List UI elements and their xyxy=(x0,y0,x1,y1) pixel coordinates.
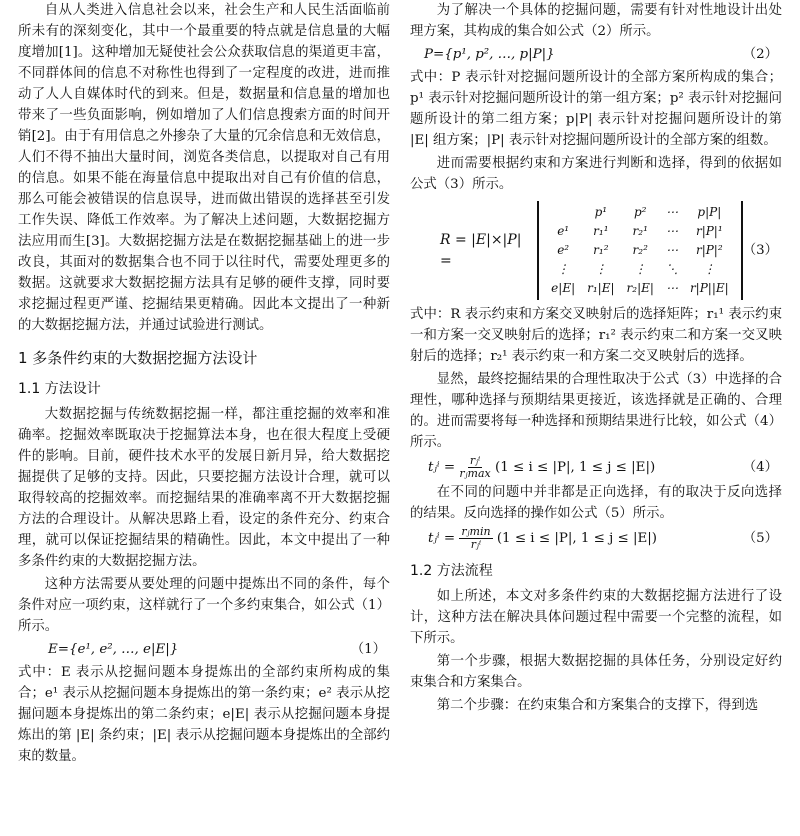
formula-4-number: （4） xyxy=(742,460,778,475)
formula-3 xyxy=(410,201,782,300)
formula-4-expression xyxy=(410,455,655,480)
matrix-cell: ⋯ xyxy=(665,224,678,238)
matrix-cell: p¹ xyxy=(594,205,608,219)
matrix-cell: r|P|² xyxy=(695,243,723,257)
formula-3-number: （3） xyxy=(742,243,778,258)
matrix-cell: r|P|¹ xyxy=(695,224,723,238)
matrix-cell: r₁¹ xyxy=(593,224,609,238)
paragraph: 式中：P 表示针对挖掘问题所设计的全部方案所构成的集合；p¹ 表示针对挖掘问题所设计的第一组方案；p² 表示针对挖掘问题所设计的第二组方案；p|P| 表示针对挖掘问题所设计的第 |E| 组方案；|P| 表示针对挖掘问题所设计的全部方案的组数。 xyxy=(410,70,782,148)
formula-5 xyxy=(410,526,782,551)
formula-5-expression xyxy=(410,526,657,551)
formula-4-lhs: tⱼⁱ = xyxy=(428,460,456,475)
matrix-cell: r₂¹ xyxy=(632,224,648,238)
matrix-cell: ⋮ xyxy=(594,262,607,276)
paragraph: 式中：R 表示约束和方案交叉映射后的选择矩阵；r₁¹ 表示约束一和方案一交叉映射后的选择；r₁² 表示约束二和方案一交叉映射后的选择；r₂¹ 表示约束一和方案二交叉映射后的选择。 xyxy=(410,307,782,364)
subsection-title-1-2: 1.2 方法流程 xyxy=(410,563,493,579)
matrix-cell: p|P| xyxy=(697,205,722,219)
matrix-cell: ⋮ xyxy=(703,262,716,276)
formula-1 xyxy=(18,639,390,660)
formula-2-expression: P={p¹, p², …, p|P|} xyxy=(424,47,555,62)
matrix-cell: ⋱ xyxy=(665,262,678,276)
matrix-cell: e|E| xyxy=(551,281,576,295)
matrix-row xyxy=(545,203,735,222)
matrix-table xyxy=(545,203,735,298)
matrix-cell: ⋯ xyxy=(665,281,678,295)
paragraph: 在不同的问题中并非都是正向选择，有的取决于反向选择的结果。反向选择的操作如公式（5）所示。 xyxy=(410,485,782,521)
right-column xyxy=(410,0,782,718)
formula-4-denominator: rⱼmax xyxy=(459,467,491,480)
formula-4-fraction xyxy=(459,455,490,480)
matrix-row xyxy=(545,279,735,298)
matrix-cell xyxy=(545,203,581,222)
paragraph: 大数据挖掘与传统数据挖掘一样，都注重挖掘的效率和准确率。挖掘效率既取决于挖掘算法本身，也在很大程度上受硬件的影响。目前，硬件技术水平的发展日新月异，给大数据挖掘提供了足够的支持。因此，只要挖掘方法设计合理，就可以取得较高的挖掘效率。而挖掘结果的准确率离不开大数据挖掘方法的合理设计。从解决思路上看，设定的条件充分、约束合理，就可以保证挖掘结果的精确性。因此，本文中提出了一种多条件约束的大数据挖掘方法。 xyxy=(18,407,390,569)
matrix-cell: r|P||E| xyxy=(689,281,729,295)
matrix-cell: e¹ xyxy=(557,224,570,238)
paragraph: 第二个步骤：在约束集合和方案集合的支撑下，得到选 xyxy=(436,698,759,713)
matrix-cell: r₁² xyxy=(593,243,609,257)
formula-5-fraction xyxy=(459,526,492,551)
formula-2 xyxy=(410,44,782,65)
matrix-cell: ⋯ xyxy=(665,205,678,219)
selection-matrix xyxy=(537,201,743,300)
formula-1-number: （1） xyxy=(350,642,386,657)
formula-1-expression: E={e¹, e², …, e|E|} xyxy=(48,642,179,657)
matrix-cell: r₂² xyxy=(632,243,648,257)
formula-4-numerator: rⱼⁱ xyxy=(469,454,481,467)
subsection-title-1-1: 1.1 方法设计 xyxy=(18,381,101,397)
formula-5-denominator: rⱼⁱ xyxy=(470,538,482,551)
formula-4 xyxy=(410,455,782,480)
matrix-cell: r₂|E| xyxy=(626,281,654,295)
left-column xyxy=(18,0,390,769)
formula-4-condition: (1 ≤ i ≤ |P|, 1 ≤ j ≤ |E|) xyxy=(494,460,656,475)
paragraph: 为了解决一个具体的挖掘问题，需要有针对性地设计出处理方案，其构成的集合如公式（2）所示。 xyxy=(410,3,782,39)
matrix-row xyxy=(545,241,735,260)
matrix-cell: p² xyxy=(633,205,647,219)
formula-2-number: （2） xyxy=(742,47,778,62)
matrix-cell: e² xyxy=(557,243,570,257)
matrix-cell: ⋮ xyxy=(634,262,647,276)
matrix-cell: r₁|E| xyxy=(587,281,615,295)
paragraph: 这种方法需要从要处理的问题中提炼出不同的条件，每个条件对应一项约束，这样就行了一个多约束集合，如公式（1）所示。 xyxy=(18,577,390,634)
formula-5-number: （5） xyxy=(742,531,778,546)
paragraph: 如上所述，本文对多条件约束的大数据挖掘方法进行了设计，这种方法在解决具体问题过程中需要一个完整的流程，如下所示。 xyxy=(410,589,782,646)
paragraph: 式中：E 表示从挖掘问题本身提炼出的全部约束所构成的集合；e¹ 表示从挖掘问题本身提炼出的第一条约束；e² 表示从挖掘问题本身提炼出的第二条约束；e|E| 表示从挖掘问题本身提炼出的第 |E| 条约束；|E| 表示从挖掘问题本身提炼出的全部约束的数量。 xyxy=(18,665,390,764)
paragraph: 显然，最终挖掘结果的合理性取决于公式（3）中选择的合理性，哪种选择与预期结果更接近，该选择就是正确的、合理的。进而需要将每一种选择和预期结果进行比较，如公式（4）所示。 xyxy=(410,372,782,450)
paragraph: 第一个步骤，根据大数据挖掘的具体任务，分别设定好约束集合和方案集合。 xyxy=(410,654,782,690)
formula-5-numerator: rⱼmin xyxy=(461,525,491,538)
paragraph: 进而需要根据约束和方案进行判断和选择，得到的依据如公式（3）所示。 xyxy=(410,156,782,192)
intro-paragraph: 自从人类进入信息社会以来，社会生产和人民生活面临前所未有的深刻变化，其中一个最重要的特点就是信息量的大幅度增加[1]。这种增加无疑使社会公众获取信息的渠道更丰富，不同群体间的信息不对称性也得到了一定程度的改进，进而推动了人人自媒体时代的到来。但是，数据量和信息量的增加也带来了一些负面影响，例如增加了人们信息搜索方面的时间开销[2]。由于有用信息之外掺杂了大量的冗余信息和无效信息，人们不得不抽出大量时间，浏览各类信息，以提取对自己有用的信息。如果不能在海量信息中提取出对自己有价值的信息，那么可能会被错误的信息误导，进而做出错误的选择甚至引发工作失误、降低工作效率。为了解决上述问题，大数据挖掘方法应用而生[3]。大数据挖掘方法是在数据挖掘基础上的进一步改良，其面对的数据集合也不同于以往时代，需要处理更多的数据。这就要求大数据挖掘方法具有足够的硬件支撑，同时要求挖掘过程更严谨、挖掘结果更精确。因此本文提出了一种新的大数据挖掘方法，并通过试验进行测试。 xyxy=(18,3,390,333)
section-title: 1 多条件约束的大数据挖掘方法设计 xyxy=(18,349,258,367)
formula-5-lhs: tⱼⁱ = xyxy=(428,531,456,546)
formula-3-lhs: R = |E|×|P| = xyxy=(440,231,522,269)
formula-5-condition: (1 ≤ i ≤ |P|, 1 ≤ j ≤ |E|) xyxy=(496,531,658,546)
matrix-cell: ⋮ xyxy=(557,262,570,276)
matrix-cell: ⋯ xyxy=(665,243,678,257)
matrix-row xyxy=(545,260,735,279)
matrix-row xyxy=(545,222,735,241)
